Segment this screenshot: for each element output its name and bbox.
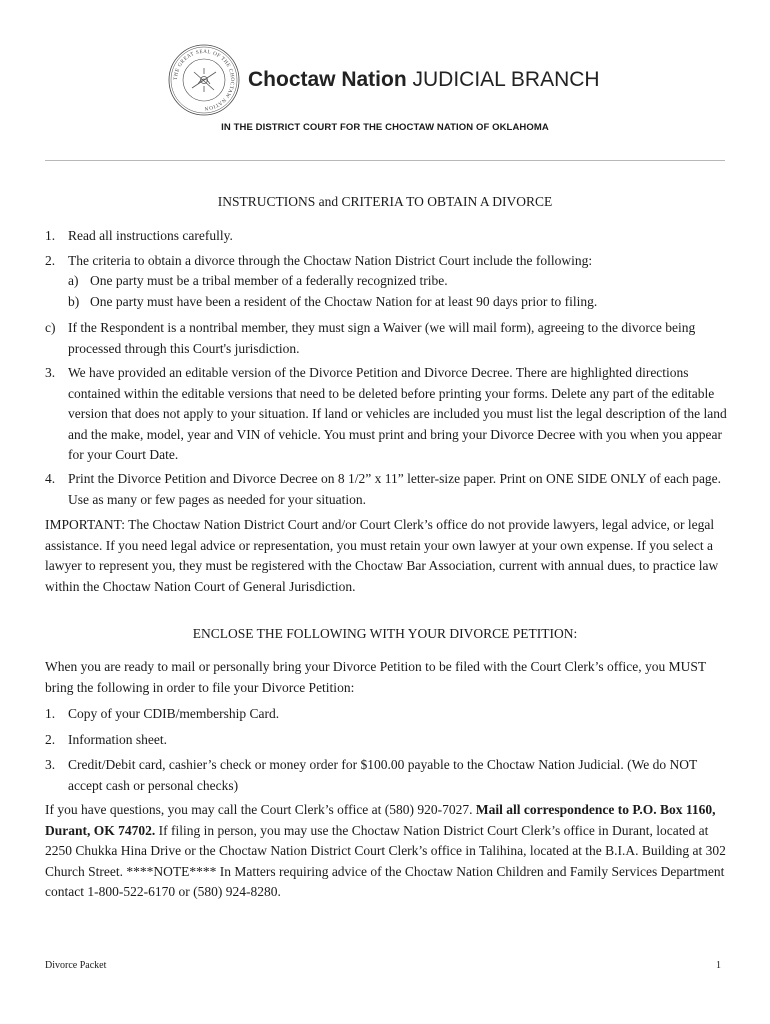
instructions-title: INSTRUCTIONS and CRITERIA TO OBTAIN A DIVORCE xyxy=(217,194,553,209)
enclose-1-marker: 1. xyxy=(45,706,56,721)
important-notice: IMPORTANT: The Choctaw Nation District Court and/or Court Clerk’s office do not provide lawyers, legal advice, or legal assistance. If you need legal advice or representation, you must retain your own lawyer at your own expense. If you select a lawyer to represent you, they must be registered with the Choctaw Bar Association, current with annual dues, to practice law within the Choctaw Nation Court of General Jurisdiction. xyxy=(45,517,719,594)
enclose-3-marker: 3. xyxy=(45,757,56,772)
header-divider xyxy=(45,160,725,161)
item-2-text: The criteria to obtain a divorce through the Choctaw Nation District Court include the following: xyxy=(68,253,593,268)
contact-text-1: If you have questions, you may call the Court Clerk’s office at (580) 920-7027. xyxy=(45,802,476,817)
brand-rest: JUDICIAL BRANCH xyxy=(406,68,600,91)
enclose-intro: When you are ready to mail or personally bring your Divorce Petition to be filed with the Court Clerk’s office, you MUST bring the following in order to file your Divorce Petition: xyxy=(45,659,706,695)
contact-paragraph xyxy=(45,800,728,903)
item-2a-marker: a) xyxy=(68,273,79,288)
brand-bold: Choctaw Nation xyxy=(248,68,407,91)
enclose-2-marker: 2. xyxy=(45,732,56,747)
item-1-marker: 1. xyxy=(45,228,56,243)
mailing-address: Mail all correspondence to P.O. Box 1160, Durant, OK 74702. xyxy=(45,802,716,838)
enclose-3-text: Credit/Debit card, cashier’s check or money order for $100.00 payable to the Choctaw Nation Judicial. (We do NOT accept cash or personal checks) xyxy=(68,757,697,793)
item-3-text: We have provided an editable version of the Divorce Petition and Divorce Decree. There are highlighted directions contained within the editable versions that need to be deleted before printing your forms. Delete any part of the editable version that does not apply to your situation. If land or vehicles are included you must list the legal description of the land and the make, model, year and VIN of vehicle. You must print and bring your Divorce Decree with you when you appear for your Court Date. xyxy=(68,365,727,462)
item-1-text: Read all instructions carefully. xyxy=(68,228,233,243)
item-2b-marker: b) xyxy=(68,294,80,309)
enclose-heading: ENCLOSE THE FOLLOWING WITH YOUR DIVORCE PETITION: xyxy=(192,626,578,641)
brand-title xyxy=(248,68,600,92)
item-4-text: Print the Divorce Petition and Divorce Decree on 8 1/2” x 11” letter-size paper. Print on ONE SIDE ONLY of each page. Use as many or few pages as needed for your situation. xyxy=(68,471,722,507)
item-2-marker: 2. xyxy=(45,253,56,268)
svg-text:THE GREAT SEAL OF THE CHOCTAW: THE GREAT SEAL OF THE CHOCTAW NATION xyxy=(172,48,236,112)
footer-label: Divorce Packet xyxy=(45,960,107,971)
item-4-marker: 4. xyxy=(45,471,56,486)
item-c-text: If the Respondent is a nontribal member, they must sign a Waiver (we will mail form), agreeing to the divorce being processed through this Court's jurisdiction. xyxy=(68,320,696,356)
item-c-marker: c) xyxy=(45,320,56,335)
choctaw-nation-seal xyxy=(168,44,240,116)
page-number: 1 xyxy=(716,960,721,971)
enclose-2-text: Information sheet. xyxy=(68,732,167,747)
item-2b-text: One party must have been a resident of the Choctaw Nation for at least 90 days prior to filing. xyxy=(90,294,598,309)
contact-text-2: If filing in person, you may use the Choctaw Nation District Court Clerk’s office in Durant, located at 2250 Chukka Hina Drive or the Choctaw Nation District Court Clerk’s office in Talihina, located at the B.I.A. Building at 302 Church Street. ****NOTE**** In Matters requiring advice of the Choctaw Nation Children and Family Services Department contact 1-800-522-6170 or (580) 924-8280. xyxy=(45,822,726,899)
enclose-1-text: Copy of your CDIB/membership Card. xyxy=(68,706,280,721)
court-line: IN THE DISTRICT COURT FOR THE CHOCTAW NATION OF OKLAHOMA xyxy=(221,122,549,133)
item-3-marker: 3. xyxy=(45,365,56,380)
item-2a-text: One party must be a tribal member of a federally recognized tribe. xyxy=(90,273,448,288)
